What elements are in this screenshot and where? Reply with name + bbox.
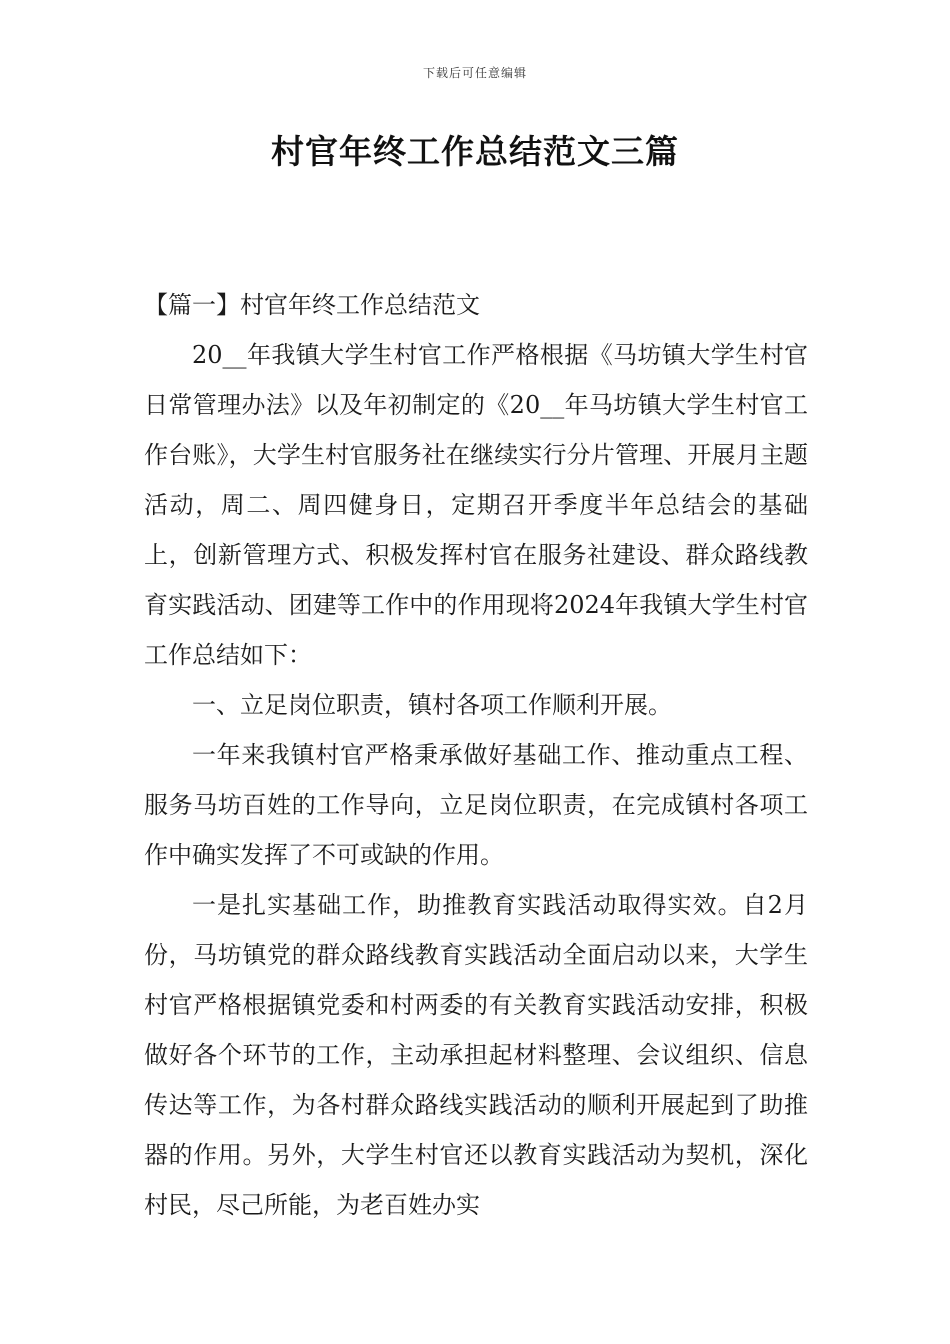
- paragraph-point-1: 一是扎实基础工作，助推教育实践活动取得实效。自2月份，马坊镇党的群众路线教育实践活动全面启动以来，大学生村官严格根据镇党委和村两委的有关教育实践活动安排，积极做好各个环节的工作，主动承担起材料整理、会议组织、信息传达等工作，为各村群众路线实践活动的顺利开展起到了助推器的作用。另外，大学生村官还以教育实践活动为契机，深化村民，尽己所能，为老百姓办实: [144, 891, 808, 1219]
- page-header-note: 下载后可任意编辑: [422, 66, 527, 80]
- paragraph-overview: 一年来我镇村官严格秉承做好基础工作、推动重点工程、服务马坊百姓的工作导向，立足岗位职责，在完成镇村各项工作中确实发挥了不可或缺的作用。: [144, 741, 808, 869]
- paragraph-subheading-1: 一、立足岗位职责，镇村各项工作顺利开展。: [192, 691, 672, 719]
- document-title: 村官年终工作总结范文三篇: [271, 132, 679, 171]
- document-body: [144, 280, 808, 1230]
- paragraph-intro: 20__年我镇大学生村官工作严格根据《马坊镇大学生村官日常管理办法》以及年初制定的《20__年马坊镇大学生村官工作台账》，大学生村官服务社在继续实行分片管理、开展月主题活动，周二、周四健身日，定期召开季度半年总结会的基础上，创新管理方式、积极发挥村官在服务社建设、群众路线教育实践活动、团建等工作中的作用现将2024年我镇大学生村官工作总结如下：: [144, 341, 808, 669]
- section-heading: 【篇一】村官年终工作总结范文: [144, 291, 480, 319]
